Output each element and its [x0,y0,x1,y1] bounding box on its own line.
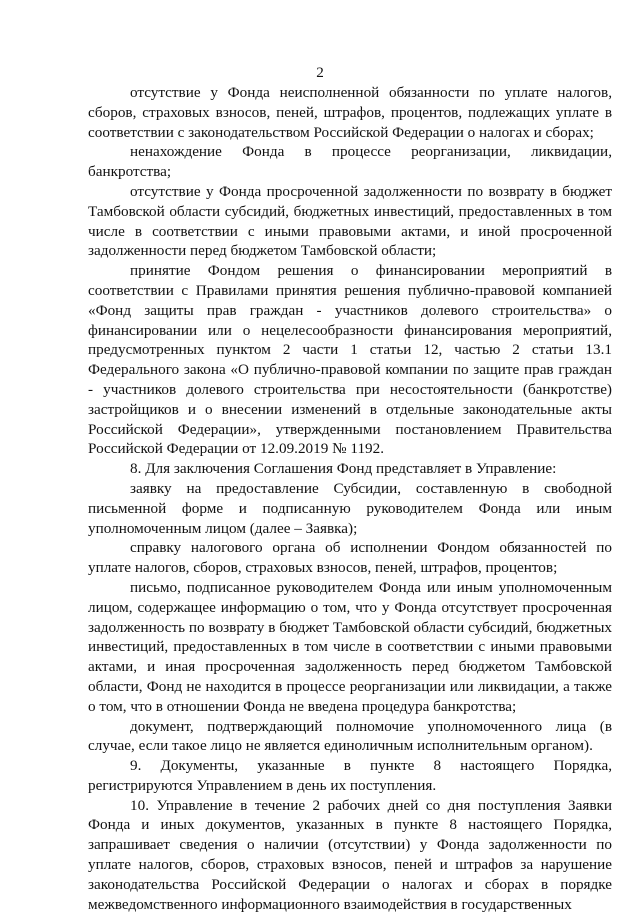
paragraph: письмо, подписанное руководителем Фонда или иным уполномоченным лицом, содержащее информацию о том, что у Фонда отсутствует просроченная задолженность по возврату в бюджет Тамбовской области субсидий, бюджетных инвестиций, предоставленных в том числе в соответствии с иными правовыми актами, и иная просроченная задолженность перед бюджетом Тамбовской области, Фонд не находится в процессе реорганизации или ликвидации, а также о том, что в отношении Фонда не введена процедура банкротства; [88,578,612,715]
paragraph: 10. Управление в течение 2 рабочих дней со дня поступления Заявки Фонда и иных документов, указанных в пункте 8 настоящего Порядка, запрашивает сведения о наличии (отсутствии) у Фонда задолженности по уплате налогов, сборов, страховых взносов, пеней и штрафов за нарушение законодательства Российской Федерации о налогах и сборах в порядке межведомственного информационного взаимодействия в государственных [88,796,612,913]
paragraph: принятие Фондом решения о финансировании мероприятий в соответствии с Правилами принятия решения публично-правовой компанией «Фонд защиты прав граждан - участников долевого строительства» о финансировании или о нецелесообразности финансирования мероприятий, предусмотренных пунктом 2 части 1 статьи 12, частью 2 статьи 13.1 Федерального закона «О публично-правовой компании по защите прав граждан - участников долевого строительства при несостоятельности (банкротстве) застройщиков и о внесении изменений в отдельные законодательные акты Российской Федерации», утвержденными постановлением Правительства Российской Федерации от 12.09.2019 № 1192. [88,262,612,458]
paragraph: справку налогового органа об исполнении Фондом обязанностей по уплате налогов, сборов, страховых взносов, пеней, штрафов, процентов; [88,539,612,577]
paragraph: документ, подтверждающий полномочие уполномоченного лица (в случае, если такое лицо не является единоличным исполнительным органом). [88,717,612,755]
paragraph: отсутствие у Фонда неисполненной обязанности по уплате налогов, сборов, страховых взносов, пеней, штрафов, процентов, подлежащих уплате в соответствии с законодательством Российской Федерации о налогах и сборах; [88,84,612,141]
document-body [88,83,612,914]
paragraph: ненахождение Фонда в процессе реорганизации, ликвидации, банкротства; [88,143,612,181]
paragraph: отсутствие у Фонда просроченной задолженности по возврату в бюджет Тамбовской области субсидий, бюджетных инвестиций, предоставленных в том числе в соответствии с иными правовыми актами, и иной просроченной задолженности перед бюджетом Тамбовской области; [88,182,612,260]
paragraph: 8. Для заключения Соглашения Фонд представляет в Управление: [130,460,557,478]
page-number: 2 [316,64,324,81]
paragraph: 9. Документы, указанные в пункте 8 настоящего Порядка, регистрируются Управлением в день их поступления. [88,757,612,794]
paragraph: заявку на предоставление Субсидии, составленную в свободной письменной форме и подписанную руководителем Фонда или иным уполномоченным лицом (далее – Заявка); [88,479,612,537]
